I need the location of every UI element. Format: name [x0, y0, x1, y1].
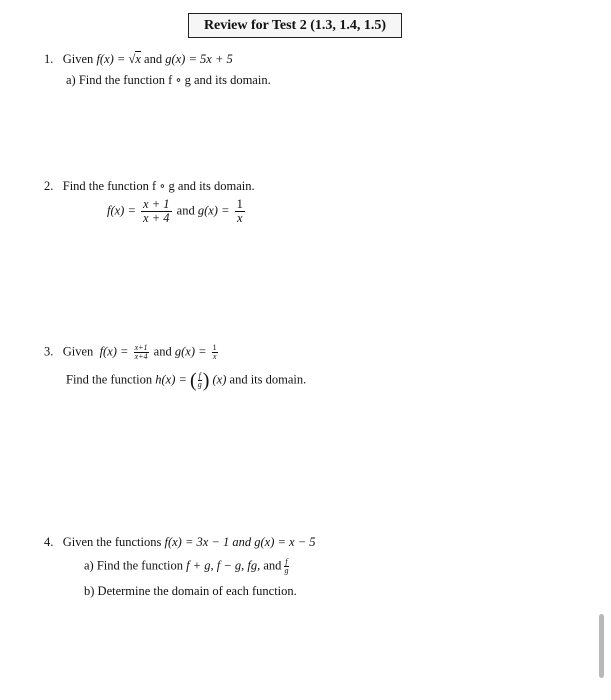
q3-f-numerator: x+1: [134, 343, 148, 352]
q3-h-arg: (x): [212, 372, 227, 387]
q3-g-numerator: 1: [212, 343, 217, 352]
q2-g-numerator: 1: [236, 197, 243, 211]
question-3-line-2: Find the function h(x) = ( $\frac{f}{g}$ ) (x) and its domain.: [66, 369, 307, 392]
q3-h-numerator: f: [198, 371, 201, 380]
q1-and: and: [144, 52, 163, 66]
q4-part-a-and: and: [263, 558, 282, 573]
q3-and: and: [153, 344, 172, 359]
q3-f-lhs: f(x) =: [99, 344, 129, 359]
question-4-number: 4.: [44, 535, 54, 549]
q2-g-denominator: x: [236, 211, 243, 225]
q2-f-denominator: x + 4: [143, 211, 170, 225]
vertical-scrollbar[interactable]: [599, 614, 604, 678]
question-3-number: 3.: [44, 344, 54, 359]
question-2-number: 2.: [44, 179, 54, 193]
q2-and: and: [176, 203, 195, 218]
question-4-part-b: b) Determine the domain of each function.: [84, 584, 297, 598]
q1-given: Given: [62, 52, 94, 66]
q4-part-a-funcs: f + g, f − g, fg,: [186, 558, 261, 573]
q2-text: Find the function f ∘ g and its domain.: [62, 179, 255, 193]
question-2: [44, 179, 255, 193]
q3-line2-pre: Find the function: [66, 372, 153, 387]
q4-fraction-numerator: f: [285, 557, 288, 566]
q3-g-lhs: g(x) =: [174, 344, 207, 359]
q4-fraction-denominator: g: [284, 566, 289, 575]
q1-sqrt: √x: [128, 52, 141, 66]
question-1-number: 1.: [44, 52, 54, 66]
q3-g-fraction: [212, 344, 218, 361]
q1-f-lhs: f(x) =: [96, 52, 126, 66]
q4-part-a-pre: a) Find the function: [84, 558, 183, 573]
question-4-part-a: [84, 558, 291, 575]
q4-and-g: and g(x): [232, 535, 275, 549]
q1-g: g(x) = 5x + 5: [165, 52, 233, 66]
q3-line2-post: and its domain.: [229, 372, 307, 387]
q3-f-fraction: [134, 344, 149, 361]
q2-f-lhs: f(x) =: [107, 203, 136, 218]
q4-g-rhs: = x − 5: [277, 535, 316, 549]
question-1-part-a: a) Find the function f ∘ g and its domain.: [66, 73, 271, 87]
q3-g-denominator: x: [212, 352, 217, 361]
question-1: [44, 52, 233, 66]
q3-h-denominator: g: [197, 380, 202, 389]
q2-g-lhs: g(x) =: [197, 203, 230, 218]
q4-f: f(x) = 3x − 1: [164, 535, 230, 549]
q4-fraction: [283, 558, 289, 575]
question-4: [44, 535, 316, 549]
q2-f-numerator: x + 1: [143, 197, 170, 211]
q3-given: Given: [62, 344, 94, 359]
q2-f-fraction: [141, 198, 171, 225]
q3-f-denominator: x+4: [134, 352, 148, 361]
page-title: Review for Test 2 (1.3, 1.4, 1.5): [203, 17, 387, 33]
question-3: [44, 344, 220, 361]
title-box: [188, 13, 402, 38]
q2-g-fraction: [235, 198, 245, 225]
question-2-formula: [107, 198, 247, 225]
q3-h-lhs: h(x) =: [155, 372, 187, 387]
q4-text-pre: Given the functions: [62, 535, 162, 549]
